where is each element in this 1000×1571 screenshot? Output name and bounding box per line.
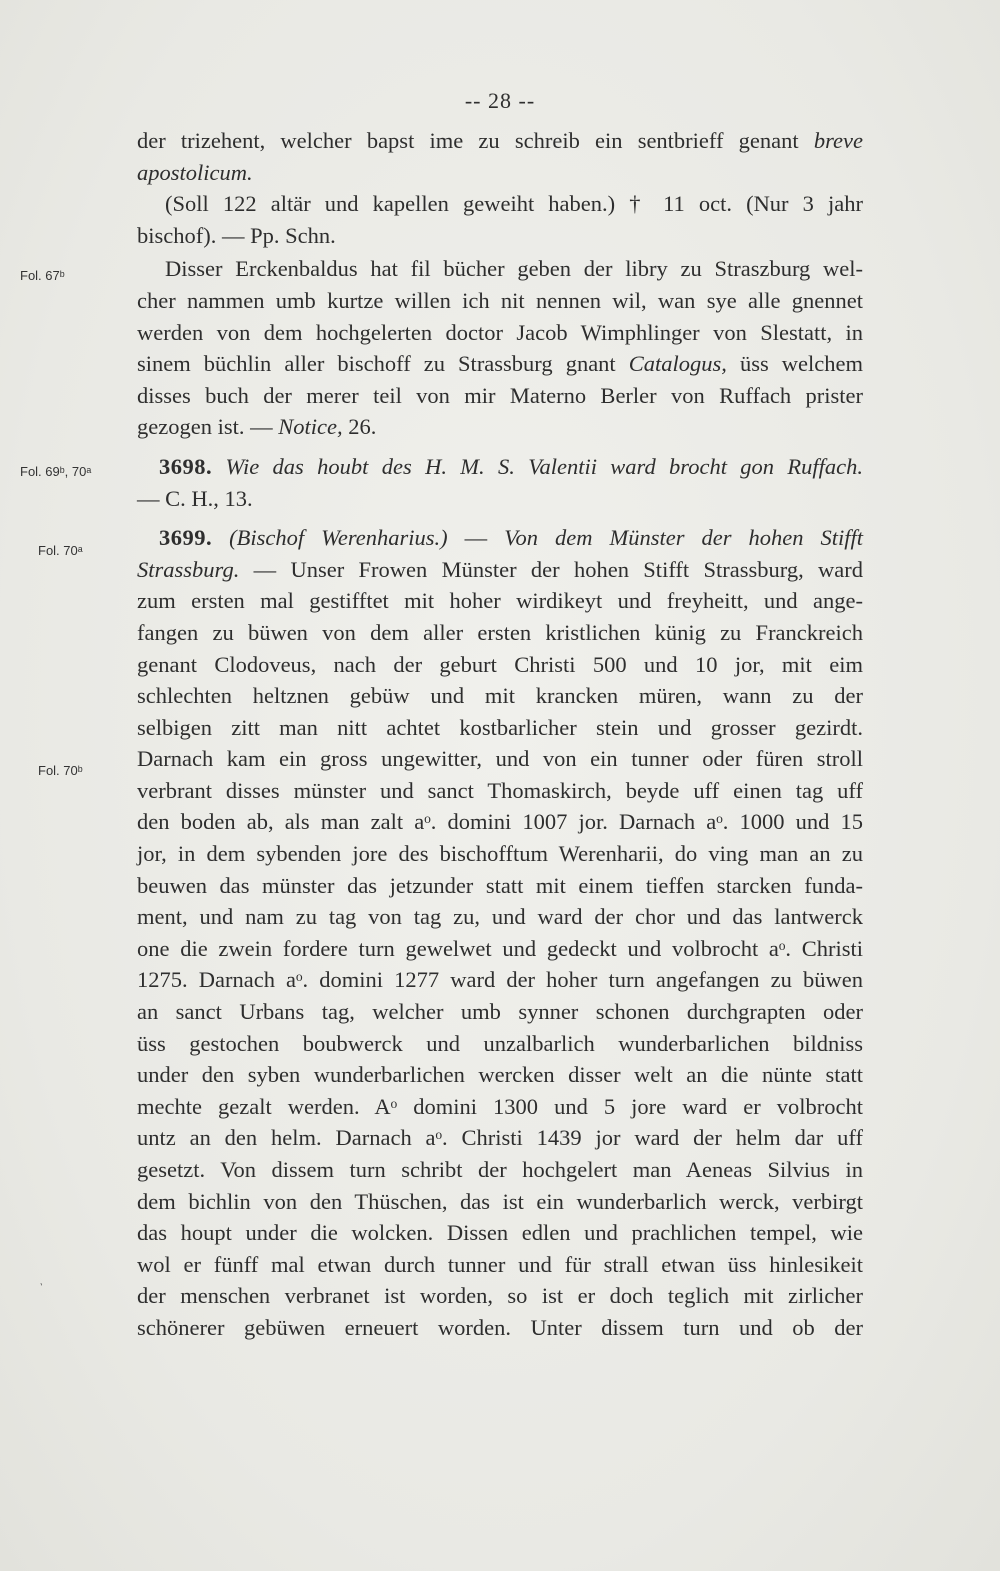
text-line: mechte gezalt werden. Aᵒ domini 1300 und 5 jore ward er volbrocht: [137, 1093, 863, 1119]
text-line: under den syben wunderbarlichen wercken disser welt an die nünte statt: [137, 1062, 863, 1088]
text-line: cher nammen umb kurtze willen ich nit nennen wil, wan sye alle gnennet: [137, 287, 863, 313]
margin-note-fol-70a: Fol. 70ᵃ: [38, 543, 83, 558]
text-line: — C. H., 13.: [137, 485, 253, 511]
text-line: 3699. (Bischof Werenharius.) — Von dem Münster der hohen Stifft: [159, 525, 864, 551]
text-line: üss gestochen boubwerck und unzalbarlich wunderbarlichen bildniss: [137, 1030, 863, 1056]
text-line: gezogen ist. — Notice, 26.: [137, 414, 377, 440]
margin-note-fol-69b-70a: Fol. 69ᵇ, 70ᵃ: [20, 464, 92, 479]
text-line: jor, in dem sybenden jore des bischofftum Werenharii, do ving man an zu: [137, 841, 863, 867]
text-line: der trizehent, welcher bapst ime zu schreib ein sentbrieff genant breve: [137, 128, 863, 153]
text-line: schönerer gebüwen erneuert worden. Unter dissem turn und ob der: [137, 1314, 863, 1340]
text-line: apostolicum.: [137, 159, 253, 185]
text-line: disses buch der merer teil von mir Materno Berler von Ruffach prister: [137, 382, 863, 408]
entry-3698: [137, 451, 863, 514]
text-line: zum ersten mal gestifftet mit hoher wirdikeyt und freyheitt, und ange-: [137, 588, 863, 614]
text-line: 1275. Darnach aᵒ. domini 1277 ward der hoher turn angefangen zu büwen: [137, 967, 863, 993]
text-line: 3698. Wie das houbt des H. M. S. Valentii ward brocht gon Ruffach.: [159, 453, 863, 479]
text-line: wol er fünff mal etwan durch tunner und für strall etwan üss hinlesikeit: [137, 1251, 863, 1277]
text-line: den boden ab, als man zalt aᵒ. domini 1007 jor. Darnach aᵒ. 1000 und 15: [137, 809, 863, 835]
text-line: Disser Erckenbaldus hat fil bücher geben der libry zu Straszburg wel-: [165, 256, 863, 282]
text-line: dem bichlin von den Thüschen, das ist ein wunderbarlich werck, verbirgt: [137, 1188, 863, 1214]
entry-number: 3699.: [159, 525, 213, 551]
text-line: beuwen das münster das jetzunder statt mit einem tieffen starcken funda-: [137, 872, 863, 898]
text-line: untz an den helm. Darnach aᵒ. Christi 1439 jor ward der helm dar uff: [137, 1125, 863, 1151]
stray-mark: ˴: [36, 1275, 48, 1291]
text-line: der menschen verbranet ist worden, so ist er doch teglich mit zirlicher: [137, 1283, 863, 1309]
text-line: ment, und nam zu tag von tag zu, und ward der chor und das lantwerck: [137, 904, 863, 930]
text-line: sinem büchlin aller bischoff zu Strassburg gnant Catalogus, üss welchem: [137, 351, 863, 377]
body-text: [137, 125, 863, 1346]
text-line: bischof). — Pp. Schn.: [137, 222, 336, 248]
text-line: verbrant disses münster und sanct Thomaskirch, beyde uff einen tag uff: [137, 777, 863, 803]
entry-continuation: [137, 125, 863, 251]
text-line: genant Clodoveus, nach der geburt Christi 500 und 10 jor, mit eim: [137, 651, 863, 677]
text-line: Strassburg. — Unser Frowen Münster der hohen Stifft Strassburg, ward: [137, 556, 863, 582]
text-line: schlechten heltznen gebüw und mit krancken müren, wann zu der: [137, 683, 863, 709]
entry-erckenbaldus: [137, 253, 863, 443]
text-line: Darnach kam ein gross ungewitter, und von ein tunner oder füren stroll: [137, 746, 863, 772]
text-line: one die zwein fordere turn gewelwet und gedeckt und volbrocht aᵒ. Christi: [137, 935, 863, 961]
text-line: das houpt under die wolcken. Dissen edlen und prachlichen tempel, wie: [137, 1220, 863, 1246]
text-line: an sanct Urbans tag, welcher umb synner schonen durchgrapten oder: [137, 999, 863, 1025]
text-line: werden von dem hochgelerten doctor Jacob Wimphlinger von Slestatt, in: [137, 319, 863, 345]
margin-note-fol-67b: Fol. 67ᵇ: [20, 268, 65, 283]
entry-3699: [137, 522, 863, 1343]
entry-number: 3698.: [159, 453, 213, 479]
text-line: gesetzt. Von dissem turn schribt der hochgelert man Aeneas Silvius in: [137, 1157, 863, 1182]
text-line: selbigen zitt man nitt achtet kostbarlicher stein und grosser gezirdt.: [137, 714, 863, 740]
text-line: (Soll 122 altär und kapellen geweiht haben.) † 11 oct. (Nur 3 jahr: [165, 191, 863, 217]
page-number: -- 28 --: [464, 88, 536, 113]
margin-note-fol-70b: Fol. 70ᵇ: [38, 763, 83, 778]
text-line: fangen zu büwen von dem aller ersten kristlichen künig zu Franckreich: [137, 619, 863, 645]
